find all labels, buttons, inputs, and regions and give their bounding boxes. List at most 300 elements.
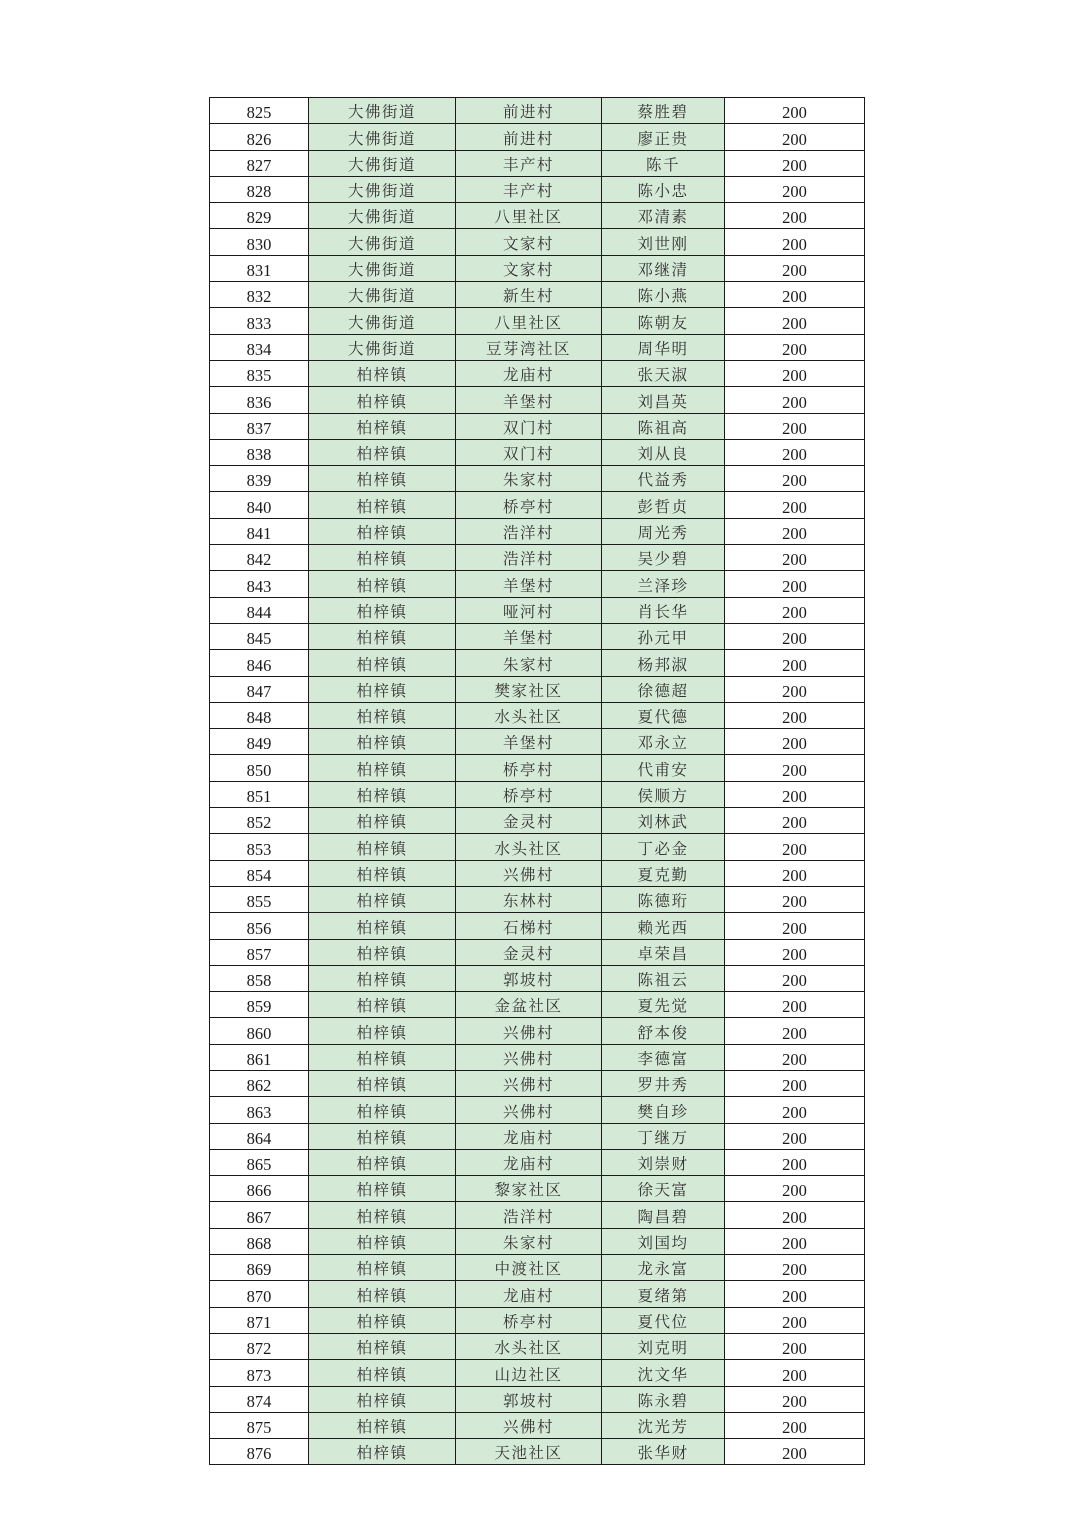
table-row — [210, 334, 865, 360]
cell-village: 兴佛村 — [456, 1018, 602, 1044]
table-row — [210, 1281, 865, 1307]
cell-town: 柏梓镇 — [309, 1176, 456, 1202]
cell-person-name: 刘世刚 — [602, 229, 725, 255]
cell-person-name: 卓荣昌 — [602, 939, 725, 965]
cell-serial-number: 835 — [210, 360, 309, 386]
table-body — [210, 98, 865, 1465]
cell-amount: 200 — [725, 1360, 865, 1386]
cell-town: 柏梓镇 — [309, 992, 456, 1018]
cell-serial-number: 863 — [210, 1097, 309, 1123]
table-row — [210, 1176, 865, 1202]
cell-amount: 200 — [725, 781, 865, 807]
cell-serial-number: 849 — [210, 729, 309, 755]
cell-person-name: 张天淑 — [602, 360, 725, 386]
cell-town: 柏梓镇 — [309, 1386, 456, 1412]
cell-serial-number: 832 — [210, 282, 309, 308]
cell-village: 樊家社区 — [456, 676, 602, 702]
cell-amount: 200 — [725, 387, 865, 413]
cell-village: 文家村 — [456, 229, 602, 255]
cell-amount: 200 — [725, 702, 865, 728]
cell-person-name: 邓继清 — [602, 255, 725, 281]
cell-town: 大佛街道 — [309, 308, 456, 334]
table-row — [210, 387, 865, 413]
table-row — [210, 1044, 865, 1070]
cell-amount: 200 — [725, 886, 865, 912]
cell-serial-number: 836 — [210, 387, 309, 413]
cell-village: 石梯村 — [456, 913, 602, 939]
cell-serial-number: 860 — [210, 1018, 309, 1044]
cell-amount: 200 — [725, 1123, 865, 1149]
cell-person-name: 沈文华 — [602, 1360, 725, 1386]
cell-town: 柏梓镇 — [309, 623, 456, 649]
table-row — [210, 1202, 865, 1228]
table-row — [210, 939, 865, 965]
cell-town: 柏梓镇 — [309, 1070, 456, 1096]
cell-town: 柏梓镇 — [309, 466, 456, 492]
cell-village: 金灵村 — [456, 939, 602, 965]
cell-village: 桥亭村 — [456, 755, 602, 781]
cell-amount: 200 — [725, 1281, 865, 1307]
cell-amount: 200 — [725, 913, 865, 939]
cell-person-name: 兰泽珍 — [602, 571, 725, 597]
cell-amount: 200 — [725, 1176, 865, 1202]
cell-village: 文家村 — [456, 255, 602, 281]
cell-person-name: 陈千 — [602, 150, 725, 176]
cell-amount: 200 — [725, 1307, 865, 1333]
cell-town: 柏梓镇 — [309, 860, 456, 886]
table-row — [210, 1386, 865, 1412]
cell-person-name: 邓永立 — [602, 729, 725, 755]
cell-serial-number: 834 — [210, 334, 309, 360]
cell-serial-number: 826 — [210, 124, 309, 150]
cell-serial-number: 856 — [210, 913, 309, 939]
cell-village: 前进村 — [456, 98, 602, 124]
cell-town: 柏梓镇 — [309, 387, 456, 413]
cell-village: 双门村 — [456, 439, 602, 465]
cell-person-name: 肖长华 — [602, 597, 725, 623]
cell-town: 柏梓镇 — [309, 702, 456, 728]
cell-town: 柏梓镇 — [309, 729, 456, 755]
cell-town: 大佛街道 — [309, 229, 456, 255]
cell-town: 柏梓镇 — [309, 1360, 456, 1386]
cell-serial-number: 850 — [210, 755, 309, 781]
table-row — [210, 1412, 865, 1438]
table-row — [210, 229, 865, 255]
cell-person-name: 杨邦淑 — [602, 650, 725, 676]
cell-town: 柏梓镇 — [309, 834, 456, 860]
table-row — [210, 545, 865, 571]
table-row — [210, 308, 865, 334]
table-row — [210, 623, 865, 649]
cell-person-name: 代甫安 — [602, 755, 725, 781]
cell-person-name: 赖光西 — [602, 913, 725, 939]
cell-amount: 200 — [725, 229, 865, 255]
cell-amount: 200 — [725, 1255, 865, 1281]
cell-town: 柏梓镇 — [309, 939, 456, 965]
cell-village: 羊堡村 — [456, 623, 602, 649]
cell-serial-number: 847 — [210, 676, 309, 702]
table-row — [210, 1255, 865, 1281]
cell-serial-number: 868 — [210, 1228, 309, 1254]
cell-serial-number: 852 — [210, 808, 309, 834]
cell-person-name: 舒本俊 — [602, 1018, 725, 1044]
cell-amount: 200 — [725, 729, 865, 755]
cell-town: 柏梓镇 — [309, 965, 456, 991]
table-row — [210, 466, 865, 492]
cell-serial-number: 844 — [210, 597, 309, 623]
cell-serial-number: 859 — [210, 992, 309, 1018]
cell-village: 丰产村 — [456, 150, 602, 176]
cell-village: 浩洋村 — [456, 1202, 602, 1228]
cell-amount: 200 — [725, 755, 865, 781]
cell-amount: 200 — [725, 150, 865, 176]
table-row — [210, 1123, 865, 1149]
cell-person-name: 周华明 — [602, 334, 725, 360]
cell-serial-number: 862 — [210, 1070, 309, 1096]
cell-person-name: 刘克明 — [602, 1333, 725, 1359]
table-row — [210, 413, 865, 439]
table-row — [210, 1439, 865, 1465]
table-row — [210, 518, 865, 544]
cell-village: 八里社区 — [456, 203, 602, 229]
cell-town: 柏梓镇 — [309, 1202, 456, 1228]
table-row — [210, 597, 865, 623]
cell-person-name: 夏先觉 — [602, 992, 725, 1018]
cell-person-name: 陈德珩 — [602, 886, 725, 912]
cell-village: 郭坡村 — [456, 965, 602, 991]
cell-town: 柏梓镇 — [309, 571, 456, 597]
cell-serial-number: 866 — [210, 1176, 309, 1202]
cell-amount: 200 — [725, 176, 865, 202]
cell-town: 柏梓镇 — [309, 886, 456, 912]
subsidy-list-table — [209, 97, 865, 1465]
cell-serial-number: 843 — [210, 571, 309, 597]
cell-person-name: 刘崇财 — [602, 1149, 725, 1175]
cell-serial-number: 842 — [210, 545, 309, 571]
cell-person-name: 邓清素 — [602, 203, 725, 229]
cell-amount: 200 — [725, 1202, 865, 1228]
cell-serial-number: 851 — [210, 781, 309, 807]
table-row — [210, 808, 865, 834]
cell-person-name: 陈祖云 — [602, 965, 725, 991]
cell-serial-number: 869 — [210, 1255, 309, 1281]
cell-village: 桥亭村 — [456, 492, 602, 518]
cell-town: 柏梓镇 — [309, 1333, 456, 1359]
cell-serial-number: 830 — [210, 229, 309, 255]
cell-town: 柏梓镇 — [309, 1412, 456, 1438]
cell-amount: 200 — [725, 834, 865, 860]
cell-serial-number: 864 — [210, 1123, 309, 1149]
cell-serial-number: 848 — [210, 702, 309, 728]
cell-village: 羊堡村 — [456, 571, 602, 597]
cell-person-name: 丁继万 — [602, 1123, 725, 1149]
cell-amount: 200 — [725, 282, 865, 308]
cell-amount: 200 — [725, 808, 865, 834]
table-row — [210, 571, 865, 597]
cell-town: 柏梓镇 — [309, 1149, 456, 1175]
table-row — [210, 282, 865, 308]
table-row — [210, 1307, 865, 1333]
cell-village: 龙庙村 — [456, 1149, 602, 1175]
cell-person-name: 丁必金 — [602, 834, 725, 860]
cell-amount: 200 — [725, 413, 865, 439]
cell-town: 柏梓镇 — [309, 755, 456, 781]
cell-village: 朱家村 — [456, 1228, 602, 1254]
cell-person-name: 代益秀 — [602, 466, 725, 492]
cell-serial-number: 858 — [210, 965, 309, 991]
cell-town: 大佛街道 — [309, 124, 456, 150]
cell-village: 新生村 — [456, 282, 602, 308]
cell-village: 丰产村 — [456, 176, 602, 202]
cell-town: 柏梓镇 — [309, 1228, 456, 1254]
cell-person-name: 罗井秀 — [602, 1070, 725, 1096]
cell-village: 兴佛村 — [456, 1412, 602, 1438]
cell-serial-number: 841 — [210, 518, 309, 544]
table-row — [210, 755, 865, 781]
cell-amount: 200 — [725, 571, 865, 597]
cell-village: 兴佛村 — [456, 1070, 602, 1096]
cell-serial-number: 854 — [210, 860, 309, 886]
cell-serial-number: 857 — [210, 939, 309, 965]
cell-person-name: 夏代德 — [602, 702, 725, 728]
cell-town: 柏梓镇 — [309, 1044, 456, 1070]
cell-town: 柏梓镇 — [309, 1018, 456, 1044]
cell-town: 柏梓镇 — [309, 808, 456, 834]
cell-amount: 200 — [725, 860, 865, 886]
cell-village: 朱家村 — [456, 466, 602, 492]
cell-serial-number: 839 — [210, 466, 309, 492]
cell-person-name: 刘从良 — [602, 439, 725, 465]
cell-town: 柏梓镇 — [309, 1307, 456, 1333]
cell-amount: 200 — [725, 466, 865, 492]
cell-amount: 200 — [725, 1044, 865, 1070]
cell-person-name: 刘林武 — [602, 808, 725, 834]
cell-town: 大佛街道 — [309, 98, 456, 124]
cell-serial-number: 875 — [210, 1412, 309, 1438]
cell-village: 兴佛村 — [456, 860, 602, 886]
cell-amount: 200 — [725, 1149, 865, 1175]
cell-amount: 200 — [725, 1097, 865, 1123]
table-row — [210, 150, 865, 176]
cell-amount: 200 — [725, 650, 865, 676]
cell-town: 柏梓镇 — [309, 545, 456, 571]
cell-serial-number: 865 — [210, 1149, 309, 1175]
table-row — [210, 702, 865, 728]
cell-amount: 200 — [725, 308, 865, 334]
cell-town: 柏梓镇 — [309, 1439, 456, 1465]
cell-town: 大佛街道 — [309, 282, 456, 308]
cell-serial-number: 876 — [210, 1439, 309, 1465]
cell-town: 大佛街道 — [309, 150, 456, 176]
cell-amount: 200 — [725, 203, 865, 229]
cell-amount: 200 — [725, 334, 865, 360]
cell-amount: 200 — [725, 1333, 865, 1359]
table-row — [210, 360, 865, 386]
cell-person-name: 徐德超 — [602, 676, 725, 702]
cell-village: 羊堡村 — [456, 729, 602, 755]
cell-amount: 200 — [725, 623, 865, 649]
cell-town: 柏梓镇 — [309, 781, 456, 807]
cell-serial-number: 873 — [210, 1360, 309, 1386]
table-row — [210, 781, 865, 807]
table-row — [210, 729, 865, 755]
cell-amount: 200 — [725, 1070, 865, 1096]
cell-amount: 200 — [725, 939, 865, 965]
cell-amount: 200 — [725, 545, 865, 571]
table-row — [210, 203, 865, 229]
cell-village: 黎家社区 — [456, 1176, 602, 1202]
cell-village: 金灵村 — [456, 808, 602, 834]
table-row — [210, 860, 865, 886]
cell-village: 金盆社区 — [456, 992, 602, 1018]
table-row — [210, 492, 865, 518]
table-row — [210, 992, 865, 1018]
cell-town: 柏梓镇 — [309, 413, 456, 439]
table-row — [210, 98, 865, 124]
cell-amount: 200 — [725, 360, 865, 386]
cell-person-name: 廖正贵 — [602, 124, 725, 150]
table-row — [210, 650, 865, 676]
cell-town: 柏梓镇 — [309, 492, 456, 518]
cell-person-name: 陈小燕 — [602, 282, 725, 308]
cell-person-name: 彭哲贞 — [602, 492, 725, 518]
cell-person-name: 陈小忠 — [602, 176, 725, 202]
cell-amount: 200 — [725, 255, 865, 281]
cell-person-name: 龙永富 — [602, 1255, 725, 1281]
cell-town: 大佛街道 — [309, 255, 456, 281]
cell-village: 桥亭村 — [456, 781, 602, 807]
cell-serial-number: 871 — [210, 1307, 309, 1333]
cell-town: 大佛街道 — [309, 176, 456, 202]
table-row — [210, 676, 865, 702]
cell-serial-number: 840 — [210, 492, 309, 518]
table-row — [210, 1097, 865, 1123]
cell-amount: 200 — [725, 98, 865, 124]
cell-serial-number: 827 — [210, 150, 309, 176]
cell-serial-number: 870 — [210, 1281, 309, 1307]
cell-village: 山边社区 — [456, 1360, 602, 1386]
cell-village: 郭坡村 — [456, 1386, 602, 1412]
cell-village: 浩洋村 — [456, 545, 602, 571]
cell-serial-number: 853 — [210, 834, 309, 860]
table-row — [210, 913, 865, 939]
cell-amount: 200 — [725, 992, 865, 1018]
cell-village: 豆芽湾社区 — [456, 334, 602, 360]
cell-village: 龙庙村 — [456, 1123, 602, 1149]
cell-serial-number: 829 — [210, 203, 309, 229]
cell-village: 前进村 — [456, 124, 602, 150]
cell-town: 柏梓镇 — [309, 913, 456, 939]
cell-person-name: 周光秀 — [602, 518, 725, 544]
cell-person-name: 陈永碧 — [602, 1386, 725, 1412]
cell-amount: 200 — [725, 124, 865, 150]
cell-serial-number: 872 — [210, 1333, 309, 1359]
cell-person-name: 樊自珍 — [602, 1097, 725, 1123]
cell-village: 水头社区 — [456, 834, 602, 860]
cell-town: 柏梓镇 — [309, 597, 456, 623]
cell-village: 水头社区 — [456, 702, 602, 728]
cell-amount: 200 — [725, 676, 865, 702]
cell-amount: 200 — [725, 1412, 865, 1438]
table-row — [210, 124, 865, 150]
cell-amount: 200 — [725, 1018, 865, 1044]
table-row — [210, 1360, 865, 1386]
cell-person-name: 陶昌碧 — [602, 1202, 725, 1228]
cell-serial-number: 846 — [210, 650, 309, 676]
cell-village: 双门村 — [456, 413, 602, 439]
cell-person-name: 夏绪第 — [602, 1281, 725, 1307]
cell-town: 柏梓镇 — [309, 518, 456, 544]
cell-village: 天池社区 — [456, 1439, 602, 1465]
table-row — [210, 1070, 865, 1096]
cell-village: 兴佛村 — [456, 1044, 602, 1070]
cell-town: 柏梓镇 — [309, 1281, 456, 1307]
cell-serial-number: 855 — [210, 886, 309, 912]
cell-village: 桥亭村 — [456, 1307, 602, 1333]
table-row — [210, 886, 865, 912]
cell-serial-number: 837 — [210, 413, 309, 439]
cell-person-name: 李德富 — [602, 1044, 725, 1070]
cell-serial-number: 874 — [210, 1386, 309, 1412]
cell-serial-number: 845 — [210, 623, 309, 649]
cell-village: 哑河村 — [456, 597, 602, 623]
table-row — [210, 439, 865, 465]
cell-amount: 200 — [725, 1439, 865, 1465]
cell-serial-number: 828 — [210, 176, 309, 202]
cell-village: 龙庙村 — [456, 1281, 602, 1307]
cell-serial-number: 838 — [210, 439, 309, 465]
cell-town: 柏梓镇 — [309, 676, 456, 702]
cell-amount: 200 — [725, 965, 865, 991]
cell-village: 兴佛村 — [456, 1097, 602, 1123]
cell-person-name: 张华财 — [602, 1439, 725, 1465]
table-row — [210, 1149, 865, 1175]
cell-amount: 200 — [725, 492, 865, 518]
cell-person-name: 孙元甲 — [602, 623, 725, 649]
table-row — [210, 176, 865, 202]
cell-serial-number: 833 — [210, 308, 309, 334]
cell-town: 柏梓镇 — [309, 439, 456, 465]
cell-person-name: 刘昌英 — [602, 387, 725, 413]
cell-amount: 200 — [725, 439, 865, 465]
cell-person-name: 蔡胜碧 — [602, 98, 725, 124]
cell-person-name: 陈朝友 — [602, 308, 725, 334]
cell-town: 柏梓镇 — [309, 1255, 456, 1281]
cell-village: 八里社区 — [456, 308, 602, 334]
cell-town: 柏梓镇 — [309, 360, 456, 386]
table-row — [210, 834, 865, 860]
cell-person-name: 夏克勤 — [602, 860, 725, 886]
cell-amount: 200 — [725, 1386, 865, 1412]
cell-town: 大佛街道 — [309, 203, 456, 229]
cell-serial-number: 861 — [210, 1044, 309, 1070]
cell-amount: 200 — [725, 518, 865, 544]
cell-person-name: 侯顺方 — [602, 781, 725, 807]
cell-village: 羊堡村 — [456, 387, 602, 413]
cell-amount: 200 — [725, 597, 865, 623]
table-row — [210, 1228, 865, 1254]
cell-amount: 200 — [725, 1228, 865, 1254]
cell-town: 柏梓镇 — [309, 650, 456, 676]
cell-person-name: 夏代位 — [602, 1307, 725, 1333]
cell-town: 柏梓镇 — [309, 1097, 456, 1123]
table-row — [210, 255, 865, 281]
table-row — [210, 1018, 865, 1044]
cell-person-name: 沈光芳 — [602, 1412, 725, 1438]
cell-person-name: 吴少碧 — [602, 545, 725, 571]
cell-village: 水头社区 — [456, 1333, 602, 1359]
cell-village: 朱家村 — [456, 650, 602, 676]
